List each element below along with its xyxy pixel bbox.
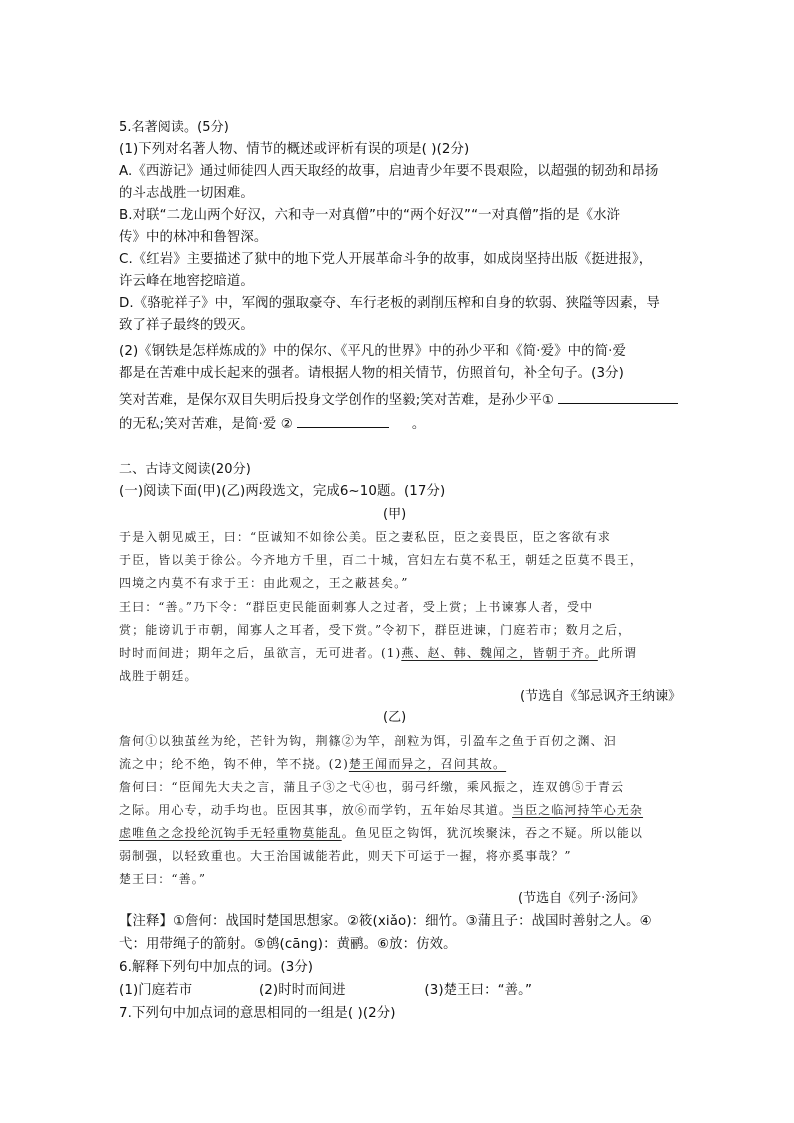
passage-jia-label: (甲): [383, 507, 407, 522]
passage-yi-line-2: [119, 754, 506, 774]
option-b-line-2: 传》中的林冲和鲁智深。: [119, 230, 268, 245]
option-c-line-2: 许云峰在地窖挖暗道。: [119, 274, 254, 289]
option-a-line-1: A.《西游记》通过师徒四人西天取经的故事，启迪青少年要不畏艰险，以超强的韧劲和昂扬: [119, 164, 659, 179]
question-5-2-line-1: (2)《钢铁是怎样炼成的》中的保尔、《平凡的世界》中的孙少平和《简·爱》中的简·爱: [119, 344, 626, 359]
answer-blank-1[interactable]: [558, 388, 678, 404]
passage-jia-line-6-tail: 此所谓: [597, 646, 638, 660]
option-c-line-1: C.《红岩》主要描述了狱中的地下党人开展革命斗争的故事，如成岗坚持出版《挺进报》，: [119, 252, 653, 267]
passage-yi-line-7: 楚王曰：“善。”: [119, 872, 207, 886]
passage-yi-line-5: [119, 823, 643, 843]
passage-jia-line-5: 赏；能谤讥于市朝，闻寡人之耳者，受下赏。”令初下，群臣进谏，门庭若市；数月之后，: [119, 623, 632, 637]
passage-jia-source: (节选自《邹忌讽齐王纳谏》: [520, 689, 682, 704]
question-6-items: [119, 981, 532, 1001]
passage-jia-line-3: 四境之内莫不有求于王：由此观之，王之蔽甚矣。”: [119, 576, 409, 590]
passage-yi-label: (乙): [383, 710, 407, 725]
passage-yi-line-5-text: 。鱼见臣之钩饵，犹沉埃聚沫，吞之不疑。所以能以: [341, 826, 644, 840]
passage-jia-line-4: 王曰：“善。”乃下令：“群臣吏民能面刺寡人之过者，受上赏；上书谏寡人者，受中: [119, 600, 594, 614]
underlined-sentence-2: 楚王闻而异之，召问其故。: [348, 757, 507, 771]
question-6-item-3: (3)楚王曰：“善。”: [424, 983, 532, 998]
question-5-title: 5.名著阅读。(5分): [119, 120, 229, 135]
passage-jia-line-7: 战胜于朝廷。: [119, 669, 198, 683]
passage-jia-line-2: 于臣，皆以美于徐公。今齐地方千里，百二十城，宫妇左右莫不私王，朝廷之臣莫不畏王，: [119, 553, 644, 567]
fill-sentence-part-1: 笑对苦难，是保尔双目失明后投身文学创作的坚毅;笑对苦难，是孙少平①: [119, 393, 554, 408]
passage-jia-line-1: 于是入朝见威王，曰：“臣诚知不如徐公美。臣之妻私臣，臣之妾畏臣，臣之客欲有求: [119, 530, 611, 544]
answer-blank-2[interactable]: [297, 412, 389, 428]
passage-jia-line-6-text: 时时而间进；期年之后，虽欲言，无可进者。(1): [119, 646, 402, 660]
question-5-2-line-3: [119, 388, 678, 411]
question-6-item-2: (2)时时而间进: [258, 983, 346, 998]
question-7-title: 7.下列句中加点词的意思相同的一组是( )(2分): [119, 1006, 396, 1021]
question-5-1-stem: (1)下列对名著人物、情节的概述或评析有误的项是( )(2分): [119, 142, 470, 157]
option-d-line-1: D.《骆驼祥子》中，军阀的强取豪夺、车行老板的剥削压榨和自身的软弱、狭隘等因素，导: [119, 296, 660, 311]
section-2-title: 二、古诗文阅读(20分): [119, 462, 251, 477]
annotation-line-1: 【注释】①詹何：战国时楚国思想家。②筱(xiǎo)：细竹。③蒲且子：战国时善射之人。④: [119, 914, 652, 929]
passage-yi-line-6: 弱制强，以轻致重也。大王治国诚能若此，则天下可运于一握，将亦奚事哉？”: [119, 849, 572, 863]
underlined-sentence-1: 燕、赵、韩、魏闻之，皆朝于齐。: [401, 646, 598, 660]
option-d-line-2: 致了祥子最终的毁灭。: [119, 318, 254, 333]
question-6-item-1: (1)门庭若市: [119, 983, 193, 998]
passage-yi-line-3: 詹何曰：“臣闻先大夫之言，蒲且子③之弋④也，弱弓纤缴，乘风振之，连双鸧⑤于青云: [119, 780, 625, 794]
annotation-line-2: 弋：用带绳子的箭射。⑤鸧(cāng)：黄鹂。⑥放：仿效。: [119, 937, 457, 952]
sentence-period: 。: [411, 417, 426, 432]
option-a-line-2: 的斗志战胜一切困难。: [119, 186, 254, 201]
section-2-sub-1: (一)阅读下面(甲)(乙)两段选文，完成6~10题。(17分): [119, 484, 446, 499]
passage-yi-source: (节选自《列子·汤问》: [518, 891, 645, 906]
question-5-2-line-4: [119, 412, 425, 435]
passage-yi-line-4: [119, 800, 643, 820]
passage-yi-line-2-text: 流之中；纶不绝，钩不伸，竿不挠。(2): [119, 757, 349, 771]
underlined-sentence-3-part-1: 当臣之临河持竿心无杂: [512, 803, 644, 817]
underlined-sentence-3-part-2: 虑唯鱼之念投纶沉钩手无轻重物莫能乱: [119, 826, 342, 840]
passage-jia-line-6: [119, 643, 637, 663]
passage-yi-line-4-text: 之际。用心专，动手均也。臣因其事，放⑥而学钓，五年始尽其道。: [119, 803, 513, 817]
option-b-line-1: B.对联“二龙山两个好汉，六和寺一对真僧”中的“两个好汉”“一对真僧”指的是《水浒: [119, 208, 621, 223]
question-5-2-line-2: 都是在苦难中成长起来的强者。请根据人物的相关情节，仿照首句，补全句子。(3分): [119, 366, 624, 381]
passage-yi-line-1: 詹何①以独茧丝为纶，芒针为钩，荆篠②为竿，剖粒为饵，引盈车之鱼于百仞之渊、汩: [119, 734, 617, 748]
fill-sentence-part-2: 的无私;笑对苦难，是简·爱 ②: [119, 417, 293, 432]
question-6-title: 6.解释下列句中加点的词。(3分): [119, 960, 314, 975]
